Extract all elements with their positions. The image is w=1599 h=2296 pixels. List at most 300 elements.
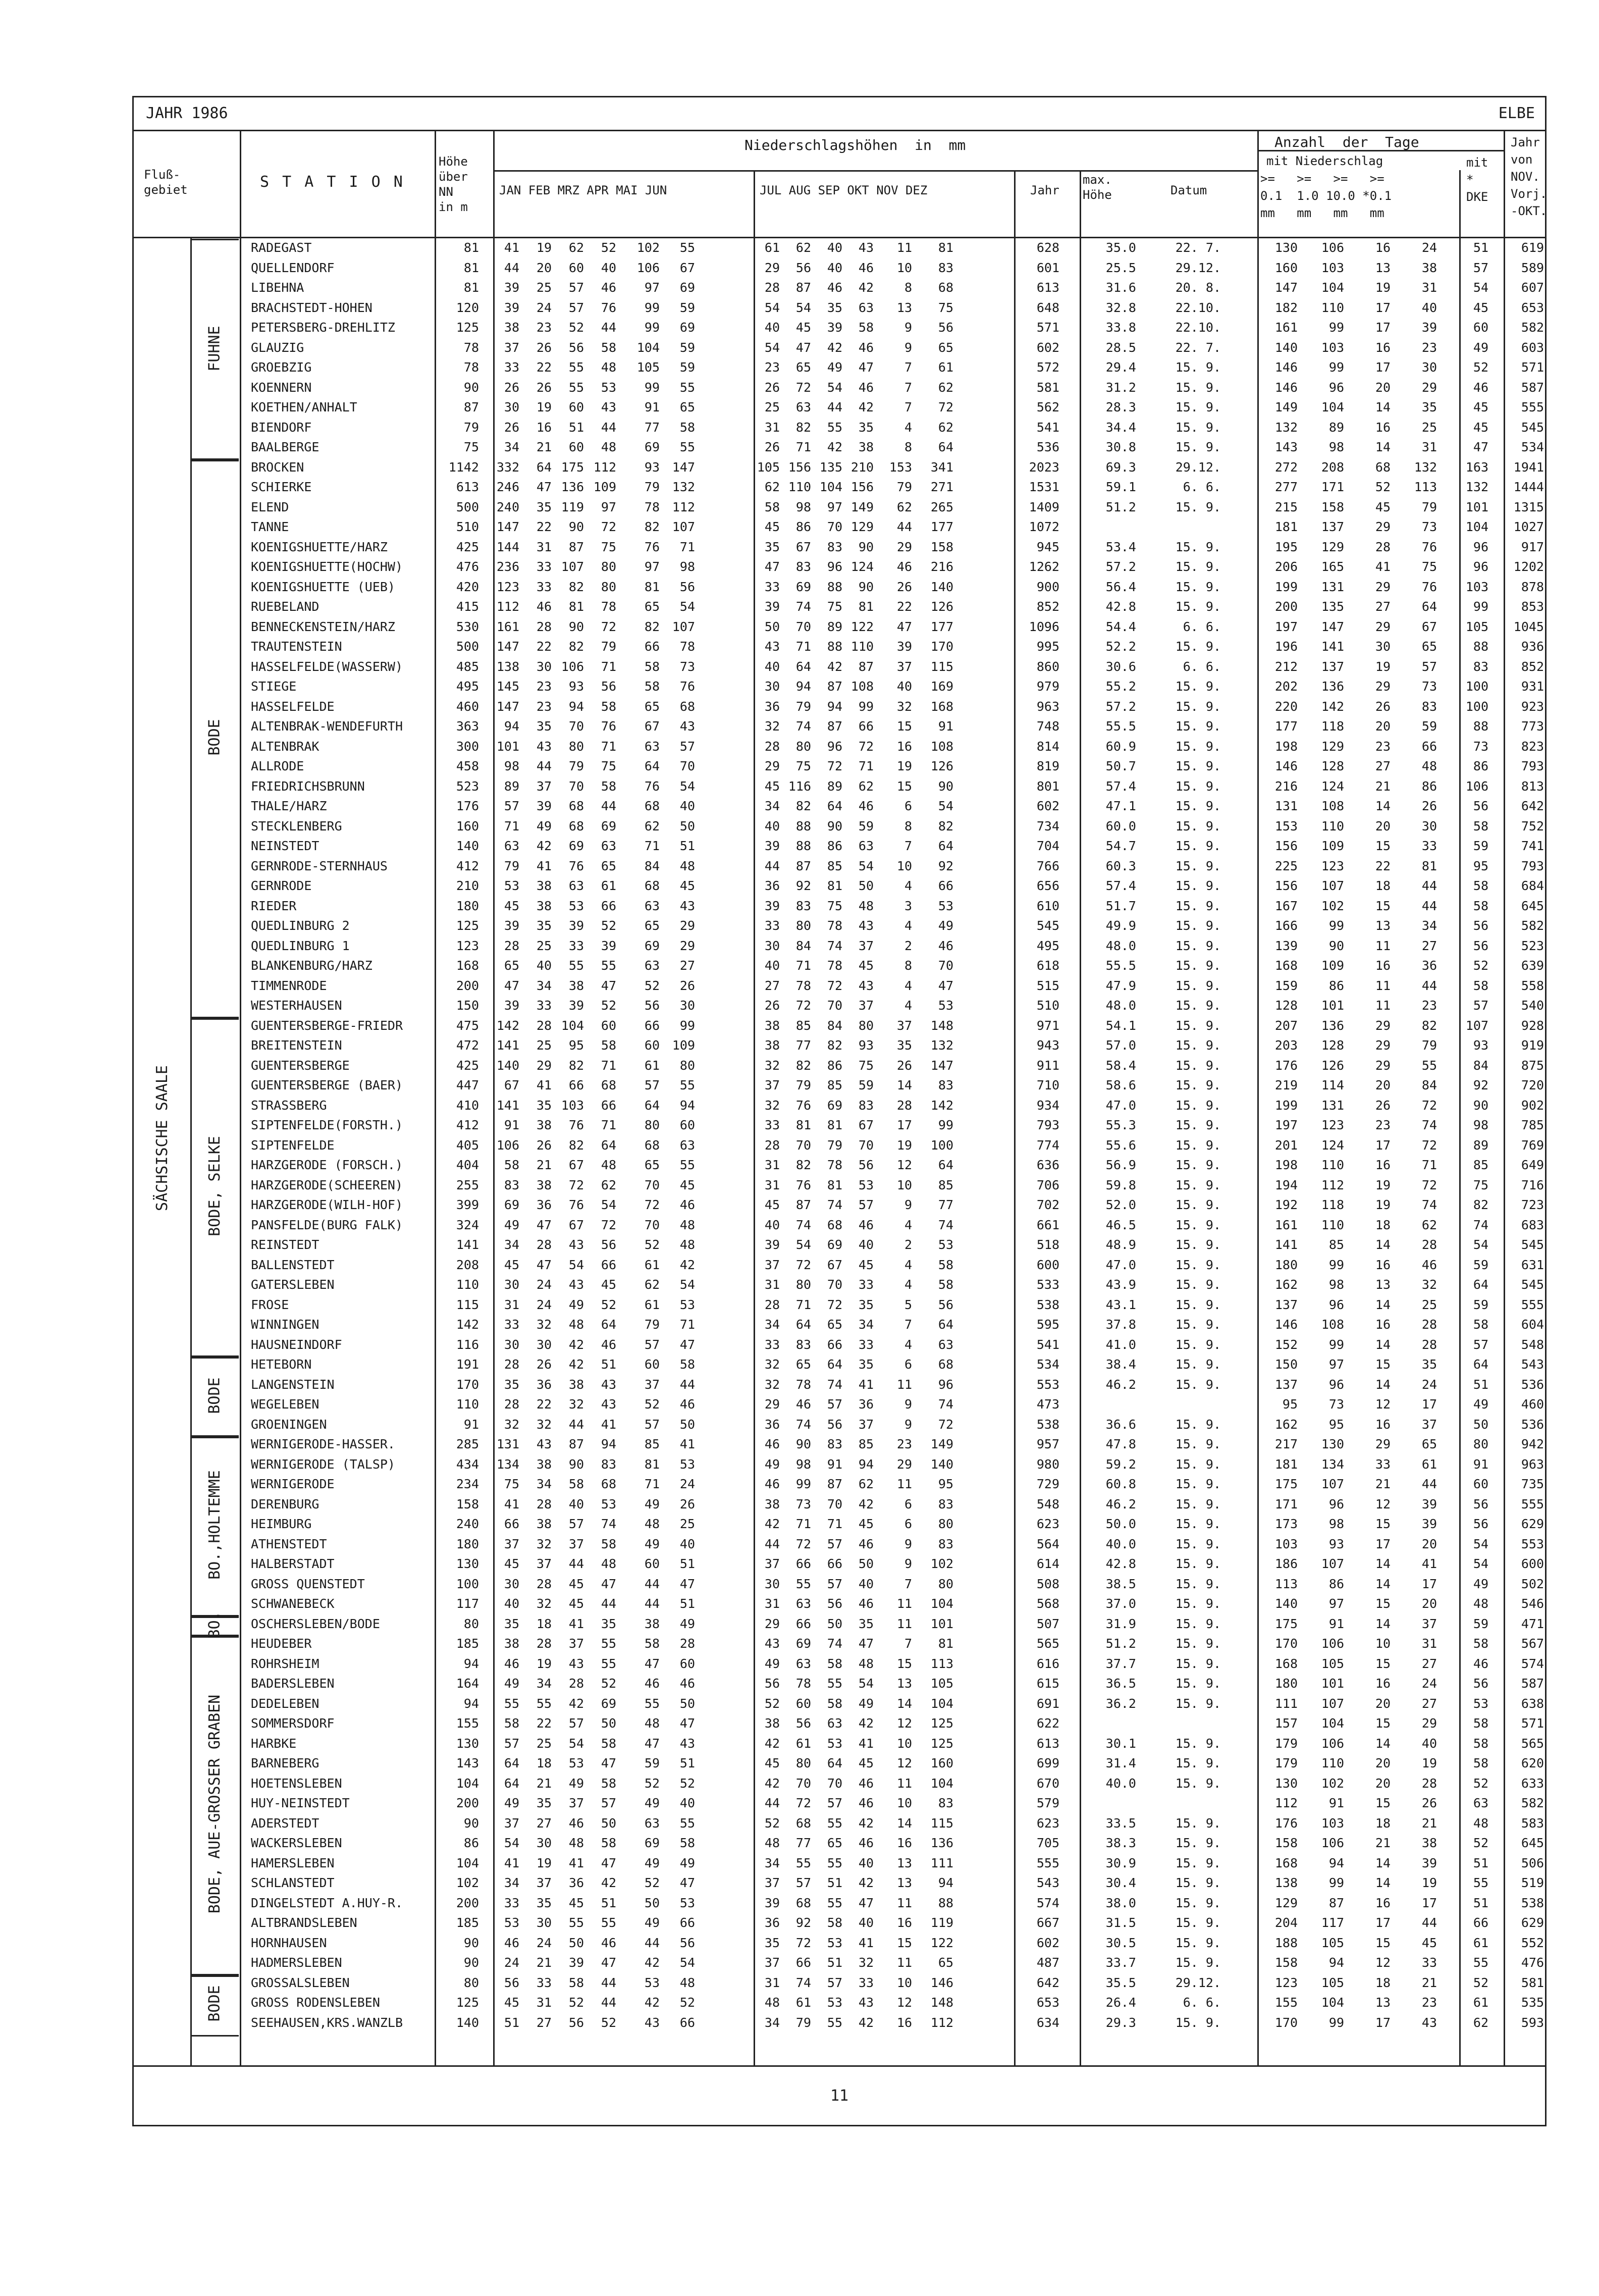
cell-value: 170 [1274,1636,1298,1651]
cell-value: 25 [536,280,552,295]
cell-value: 963 [1036,699,1059,714]
table-row [134,1437,1545,1451]
table-row [134,1158,1545,1172]
cell-value: 24 [536,300,552,315]
station-name: HADMERSLEBEN [251,1955,342,1970]
cell-value: 33.8 [1105,320,1136,335]
cell-value: 104 [636,340,660,355]
cell-value: 44 [601,1975,616,1990]
cell-value: 495 [1036,938,1059,953]
cell-value: 412 [456,1118,479,1132]
cell-value: 37 [896,659,912,674]
cell-value: 587 [1521,380,1544,395]
cell-value: 59 [858,1078,874,1092]
cell-value: 17 [1375,2015,1391,2030]
cell-value: 99 [938,1118,953,1132]
cell-value: 37 [536,1875,552,1890]
cell-value: 55 [644,1696,660,1711]
cell-value: 177 [930,619,953,634]
cell-value: 15. 9. [1175,2015,1221,2030]
cell-value: 176 [1274,1815,1298,1831]
cell-value: 198 [1274,1158,1298,1172]
cell-value: 37 [536,778,552,794]
cell-value: 19 [536,240,552,255]
cell-value: 80 [795,1277,811,1292]
cell-value: 33 [536,559,552,574]
cell-value: 43 [568,1237,584,1252]
cell-value: 118 [1321,1197,1344,1212]
cell-value: 11 [896,240,912,255]
cell-value: 56 [938,1297,953,1312]
cell-value: 130 [1274,1776,1298,1791]
cell-value: 54 [679,778,695,794]
cell-value: 54 [1473,280,1488,295]
cell-value: 46 [858,260,874,275]
cell-value: 92 [938,858,953,873]
cell-value: 12 [896,1158,912,1172]
cell-value: 42 [601,1875,616,1890]
table-row [134,1338,1545,1352]
cell-value: 29 [764,759,780,773]
cell-value: 89 [1473,1137,1488,1153]
cell-value: 93 [1473,1038,1488,1053]
cell-value: 38 [536,898,552,913]
cell-value: 125 [930,1716,953,1731]
cell-value: 50 [568,1935,584,1950]
cell-value: 32 [764,1377,780,1392]
cell-value: 94 [1328,1855,1344,1870]
cell-value: 27 [1421,1696,1437,1711]
cell-value: 77 [795,1038,811,1053]
cell-value: 410 [456,1098,479,1113]
cell-value: 86 [1421,778,1437,794]
cell-value: 54 [827,380,842,395]
cell-value: 99 [1328,1257,1344,1272]
cell-value: 82 [827,1038,842,1053]
cell-value: 47 [1473,440,1488,454]
cell-value: 79 [644,1317,660,1332]
cell-value: 63 [644,898,660,913]
cell-value: 87 [858,659,874,674]
cell-value: 53 [601,1496,616,1511]
cell-value: 26 [536,340,552,355]
cell-value: 46 [679,1197,695,1212]
cell-value: 18 [536,1756,552,1770]
cell-value: 99 [1328,1337,1344,1352]
cell-value: 963 [1521,1456,1544,1472]
cell-value: 38 [568,978,584,993]
cell-value: 45 [504,898,519,913]
cell-value: 508 [1036,1576,1059,1591]
cell-value: 53 [568,898,584,913]
cell-value: 90 [795,1437,811,1451]
cell-value: 6 [904,1496,912,1511]
cell-value: 66 [601,1257,616,1272]
cell-value: 15. 9. [1175,1676,1221,1691]
cell-value: 85 [938,1177,953,1192]
cell-value: 64 [938,1158,953,1172]
cell-value: 128 [1274,998,1298,1013]
cell-value: 137 [1321,519,1344,534]
cell-value: 33 [1421,839,1437,853]
cell-value: 729 [1036,1477,1059,1491]
cell-value: 28 [1421,1337,1437,1352]
cell-value: 77 [795,1836,811,1850]
cell-value: 28 [679,1636,695,1651]
cell-value: 14 [1375,1337,1391,1352]
jahr-header: Jahr [1030,183,1059,197]
cell-value: 40 [679,799,695,813]
cell-value: 96 [1328,1496,1344,1511]
cell-value: 54 [858,858,874,873]
cell-value: 38.4 [1105,1357,1136,1372]
cell-value: 46 [827,280,842,295]
cell-value: 58 [601,699,616,714]
cell-value: 46 [764,1477,780,1491]
station-name: WINNINGEN [251,1317,319,1332]
cell-value: 49 [504,1676,519,1691]
cell-value: 15. 9. [1175,1696,1221,1711]
cell-value: 100 [930,1137,953,1153]
station-name: BIENDORF [251,420,312,435]
cell-value: 541 [1036,420,1059,435]
cell-value: 15. 9. [1175,898,1221,913]
cell-value: 79 [1421,1038,1437,1053]
cell-value: 73 [1328,1397,1344,1412]
table-row [134,1956,1545,1970]
cell-value: 61 [764,240,780,255]
cell-value: 46 [858,1217,874,1232]
cell-value: 530 [456,619,479,634]
cell-value: 706 [1036,1177,1059,1192]
cell-value: 26 [764,440,780,454]
cell-value: 37 [1421,1616,1437,1631]
cell-value: 447 [456,1078,479,1092]
cell-value: 629 [1521,1915,1544,1930]
cell-value: 85 [1328,1237,1344,1252]
cell-value: 75 [463,440,479,454]
station-name: BREITENSTEIN [251,1038,342,1053]
cell-value: 57 [504,799,519,813]
cell-value: 6 [904,1517,912,1531]
cell-value: 54 [568,1257,584,1272]
cell-value: 159 [1274,978,1298,993]
cell-value: 109 [593,480,616,494]
cell-value: 536 [1036,440,1059,454]
cell-value: 615 [1036,1676,1059,1691]
cell-value: 58 [644,679,660,694]
cell-value: 50.0 [1105,1517,1136,1531]
cell-value: 45 [858,1257,874,1272]
cell-value: 919 [1521,1038,1544,1053]
cell-value: 44 [1421,878,1437,893]
cell-value: 78 [827,958,842,973]
station-name: ALTENBRAK [251,739,319,754]
cell-value: 39 [827,320,842,335]
table-row [134,1378,1545,1392]
cell-value: 33 [764,1337,780,1352]
cell-value: 30 [504,1277,519,1292]
cell-value: 80 [463,1975,479,1990]
cell-value: 113 [1414,480,1437,494]
cell-value: 47.0 [1105,1257,1136,1272]
cell-value: 199 [1274,579,1298,594]
station-name: BENNECKENSTEIN/HARZ [251,619,395,634]
cell-value: 42 [536,839,552,853]
cell-value: 31 [504,1297,519,1312]
cell-value: 35 [827,300,842,315]
cell-value: 99 [1328,2015,1344,2030]
months-second-half: JUL AUG SEP OKT NOV DEZ [760,183,928,197]
cell-value: 15. 9. [1175,1297,1221,1312]
cell-value: 65 [827,1836,842,1850]
cell-value: 112 [1274,1796,1298,1810]
cell-value: 42 [644,1955,660,1970]
cell-value: 38 [1421,260,1437,275]
station-name: GUENTERSBERGE-FRIEDR [251,1018,403,1033]
cell-value: 35 [858,420,874,435]
station-name: GUENTERSBERGE (BAER) [251,1078,403,1092]
cell-value: 13 [896,1676,912,1691]
cell-value: 37 [568,1796,584,1810]
cell-value: 73 [679,659,695,674]
cell-value: 48 [1473,1596,1488,1611]
station-name: QUELLENDORF [251,260,335,275]
station-name: LIBEHNA [251,280,304,295]
cell-value: 68 [1375,459,1391,475]
cell-value: 62 [644,818,660,833]
cell-value: 57 [679,739,695,754]
cell-value: 65 [1421,639,1437,654]
cell-value: 64 [1421,599,1437,614]
cell-value: 74 [601,1517,616,1531]
cell-value: 14 [896,1078,912,1092]
cell-value: 22. 7. [1175,340,1221,355]
cell-value: 34 [504,1237,519,1252]
cell-value: 61 [644,1297,660,1312]
cell-value: 543 [1521,1357,1544,1372]
cell-value: 200 [456,978,479,993]
cell-value: 88 [795,818,811,833]
cell-value: 684 [1521,878,1544,893]
cell-value: 76 [568,1197,584,1212]
table-row [134,1298,1545,1312]
cell-value: 30 [764,1576,780,1591]
cell-value: 571 [1521,360,1544,375]
cell-value: 80 [679,1058,695,1073]
cell-value: 99 [644,380,660,395]
cell-value: 37 [568,1636,584,1651]
cell-value: 14 [1375,1875,1391,1890]
cell-value: 16 [1375,1895,1391,1910]
cell-value: 79 [896,480,912,494]
cell-value: 56 [795,260,811,275]
cell-value: 49 [644,1855,660,1870]
cell-value: 45 [764,519,780,534]
cell-value: 99 [1473,599,1488,614]
cell-value: 21 [536,1955,552,1970]
cell-value: 37 [896,1018,912,1033]
cell-value: 161 [1274,320,1298,335]
cell-value: 44 [644,1935,660,1950]
cell-value: 113 [1274,1576,1298,1591]
station-header: S T A T I O N [260,173,405,191]
cell-value: 37 [858,998,874,1013]
cell-value: 546 [1521,1596,1544,1611]
cell-value: 122 [850,619,874,634]
cell-value: 47 [858,1895,874,1910]
cell-value: 37 [764,1078,780,1092]
cell-value: 84 [1473,1058,1488,1073]
cell-value: 545 [1521,1277,1544,1292]
cell-value: 55 [795,1855,811,1870]
cell-value: 162 [1274,1277,1298,1292]
cell-value: 942 [1521,1437,1544,1451]
station-name: BARNEBERG [251,1756,319,1770]
cell-value: 94 [601,1437,616,1451]
cell-value: 23 [536,679,552,694]
cell-value: 66 [1473,1915,1488,1930]
cell-value: 58 [938,1257,953,1272]
cell-value: 125 [456,1995,479,2010]
cell-value: 46 [795,1397,811,1412]
cell-value: 9 [904,1397,912,1412]
cell-value: 45 [764,1197,780,1212]
cell-value: 15. 9. [1175,938,1221,953]
cell-value: 96 [827,739,842,754]
cell-value: 15. 9. [1175,998,1221,1013]
cell-value: 3 [904,898,912,913]
cell-value: 29 [1375,1437,1391,1451]
cell-value: 51 [1473,1895,1488,1910]
cell-value: 74 [795,1217,811,1232]
cell-value: 204 [1274,1915,1298,1930]
cell-value: 80 [795,1756,811,1770]
cell-value: 769 [1521,1137,1544,1153]
cell-value: 60 [601,1018,616,1033]
vorjahr-header: Jahr von NOV. Vorj. -OKT. [1511,135,1548,218]
cell-value: 82 [568,639,584,654]
cell-value: 43 [568,1656,584,1671]
cell-value: 40 [1421,300,1437,315]
cell-value: 76 [795,1177,811,1192]
cell-value: 39 [504,300,519,315]
cell-value: 66 [679,2015,695,2030]
cell-value: 51 [679,839,695,853]
cell-value: 55 [679,1158,695,1172]
cell-value: 705 [1036,1836,1059,1850]
cell-value: 82 [644,519,660,534]
cell-value: 144 [496,539,519,554]
table-row [134,1796,1545,1810]
cell-value: 217 [1274,1437,1298,1451]
cell-value: 180 [456,1536,479,1551]
cell-value: 37.0 [1105,1596,1136,1611]
cell-value: 83 [858,1098,874,1113]
cell-value: 60.3 [1105,858,1136,873]
cell-value: 20 [1375,380,1391,395]
cell-value: 53 [827,1995,842,2010]
cell-value: 79 [568,759,584,773]
cell-value: 147 [496,699,519,714]
cell-value: 2 [904,938,912,953]
cell-value: 404 [456,1158,479,1172]
cell-value: 59 [858,818,874,833]
cell-value: 76 [644,539,660,554]
cell-value: 72 [644,1197,660,1212]
cell-value: 63 [795,1656,811,1671]
cell-value: 15. 9. [1175,1317,1221,1332]
cell-value: 34 [764,1855,780,1870]
cell-value: 98 [1328,1517,1344,1531]
cell-value: 112 [930,2015,953,2030]
cell-value: 29 [1375,579,1391,594]
cell-value: 40 [679,1536,695,1551]
cell-value: 47.9 [1105,978,1136,993]
cell-value: 210 [456,878,479,893]
cell-value: 38 [504,1636,519,1651]
cell-value: 101 [1321,998,1344,1013]
cell-value: 46.2 [1105,1377,1136,1392]
cell-value: 24 [1421,1377,1437,1392]
cell-value: 42 [644,1995,660,2010]
station-name: KOENIGSHUETTE/HARZ [251,539,388,554]
cell-value: 19 [896,759,912,773]
cell-value: 45 [568,1895,584,1910]
cell-value: 603 [1521,340,1544,355]
cell-value: 34 [504,440,519,454]
cell-value: 40 [764,818,780,833]
cell-value: 56 [764,1676,780,1691]
cell-value: 97 [827,499,842,514]
cell-value: 24 [536,1297,552,1312]
cell-value: 236 [496,559,519,574]
cell-value: 47 [536,1217,552,1232]
cell-value: 62 [568,240,584,255]
cell-value: 565 [1036,1636,1059,1651]
year-label: JAHR 1986 [146,105,228,122]
cell-value: 75 [601,539,616,554]
cell-value: 158 [1274,1836,1298,1850]
cell-value: 473 [1036,1397,1059,1412]
cell-value: 32 [896,699,912,714]
cell-value: 109 [1321,839,1344,853]
cell-value: 104 [1321,1995,1344,2010]
cell-value: 45 [1375,499,1391,514]
cell-value: 62 [1421,1217,1437,1232]
cell-value: 495 [456,679,479,694]
cell-value: 71 [1421,1158,1437,1172]
station-name: LANGENSTEIN [251,1377,335,1392]
cell-value: 734 [1036,818,1059,833]
cell-value: 60 [644,1556,660,1571]
cell-value: 107 [1321,1696,1344,1711]
table-row [134,1497,1545,1511]
cell-value: 60 [679,1656,695,1671]
cell-value: 132 [672,480,695,494]
cell-value: 146 [1274,360,1298,375]
cell-value: 101 [1321,1676,1344,1691]
station-name: QUEDLINBURG 1 [251,938,350,953]
cell-value: 65 [827,1317,842,1332]
cell-value: 104 [1321,280,1344,295]
cell-value: 64 [1473,1357,1488,1372]
cell-value: 105 [930,1676,953,1691]
cell-value: 58 [1473,1736,1488,1751]
cell-value: 582 [1521,1796,1544,1810]
cell-value: 60 [568,440,584,454]
cell-value: 65 [644,918,660,933]
